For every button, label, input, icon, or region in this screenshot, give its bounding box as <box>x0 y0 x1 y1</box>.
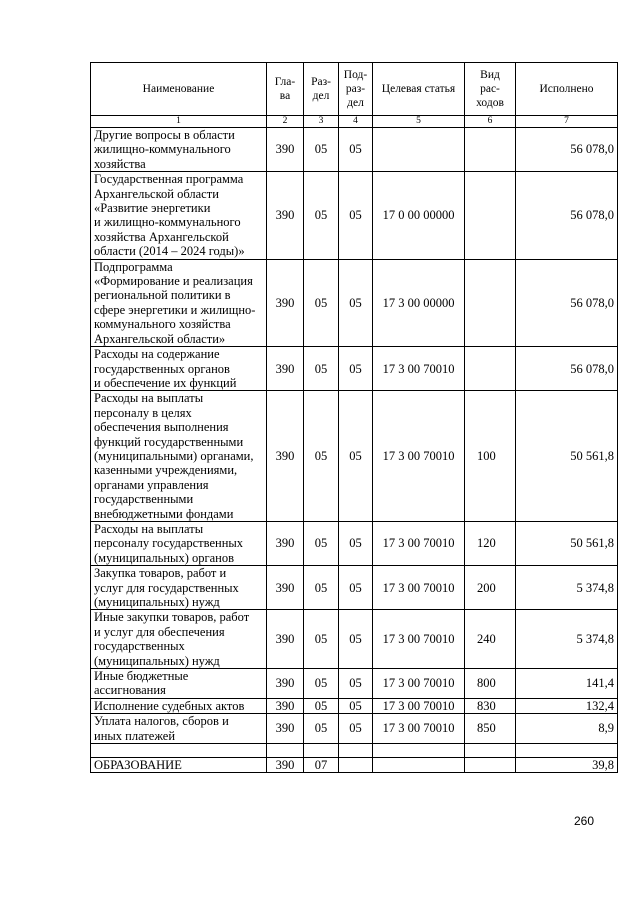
row-name: Уплата налогов, сборов и иных платежей <box>91 714 267 744</box>
row-target: 17 3 00 70010 <box>373 566 465 610</box>
row-subsection: 05 <box>339 714 373 744</box>
row-expense-type <box>465 172 516 259</box>
row-amount: 50 561,8 <box>516 391 618 522</box>
row-expense-type <box>465 347 516 391</box>
table-row <box>91 521 618 565</box>
page-number: 260 <box>574 814 595 828</box>
row-name: Другие вопросы в области жилищно-коммунального хозяйства <box>91 128 267 172</box>
row-amount: 50 561,8 <box>516 521 618 565</box>
row-chapter: 390 <box>267 172 304 259</box>
row-target: 17 3 00 70010 <box>373 698 465 713</box>
column-number-row <box>91 116 618 128</box>
table-row <box>91 610 618 669</box>
row-target: 17 3 00 70010 <box>373 714 465 744</box>
row-target: 17 3 00 70010 <box>373 610 465 669</box>
row-chapter: 390 <box>267 259 304 346</box>
row-amount: 5 374,8 <box>516 566 618 610</box>
row-amount: 132,4 <box>516 698 618 713</box>
row-name: Иные закупки товаров, работ и услуг для обеспечения государственных (муниципальных) нужд <box>91 610 267 669</box>
row-expense-type: 850 <box>465 714 516 744</box>
row-name: Государственная программа Архангельской области «Развитие энергетики и жилищно-коммунального хозяйства Архангельской области (2014 – 2024 годы)» <box>91 172 267 259</box>
row-expense-type: 120 <box>465 521 516 565</box>
row-section: 05 <box>304 698 339 713</box>
row-section: 05 <box>304 610 339 669</box>
row-chapter: 390 <box>267 347 304 391</box>
table-row <box>91 391 618 522</box>
row-section: 05 <box>304 669 339 699</box>
row-name: Исполнение судебных актов <box>91 698 267 713</box>
column-number: 2 <box>267 116 304 128</box>
row-subsection: 05 <box>339 391 373 522</box>
row-expense-type <box>465 259 516 346</box>
row-subsection: 05 <box>339 521 373 565</box>
column-number: 6 <box>465 116 516 128</box>
row-chapter: 390 <box>267 714 304 744</box>
row-chapter: 390 <box>267 566 304 610</box>
table-row <box>91 758 618 773</box>
column-number: 1 <box>91 116 267 128</box>
row-chapter: 390 <box>267 521 304 565</box>
row-amount: 56 078,0 <box>516 259 618 346</box>
row-name <box>91 744 267 758</box>
table-row <box>91 128 618 172</box>
row-expense-type: 240 <box>465 610 516 669</box>
row-chapter: 390 <box>267 758 304 773</box>
row-section: 05 <box>304 259 339 346</box>
row-subsection <box>339 758 373 773</box>
row-name: Расходы на выплаты персоналу государственных (муниципальных) органов <box>91 521 267 565</box>
row-chapter <box>267 744 304 758</box>
row-target: 17 3 00 70010 <box>373 347 465 391</box>
table-row <box>91 172 618 259</box>
column-number: 5 <box>373 116 465 128</box>
row-amount: 5 374,8 <box>516 610 618 669</box>
row-section: 05 <box>304 566 339 610</box>
row-subsection <box>339 744 373 758</box>
row-name: Расходы на содержание государственных органов и обеспечение их функций <box>91 347 267 391</box>
header-executed: Исполнено <box>516 63 618 116</box>
row-target <box>373 128 465 172</box>
row-chapter: 390 <box>267 669 304 699</box>
budget-table <box>90 62 618 773</box>
row-name: Закупка товаров, работ и услуг для государственных (муниципальных) нужд <box>91 566 267 610</box>
row-subsection: 05 <box>339 128 373 172</box>
table-row <box>91 669 618 699</box>
header-subsection: Под- раз- дел <box>339 63 373 116</box>
row-expense-type <box>465 128 516 172</box>
column-number: 3 <box>304 116 339 128</box>
row-section: 05 <box>304 714 339 744</box>
header-target: Целевая статья <box>373 63 465 116</box>
row-target: 17 0 00 00000 <box>373 172 465 259</box>
row-section: 05 <box>304 347 339 391</box>
row-expense-type <box>465 744 516 758</box>
row-target: 17 3 00 70010 <box>373 391 465 522</box>
row-section: 05 <box>304 128 339 172</box>
row-section <box>304 744 339 758</box>
row-name: Иные бюджетные ассигнования <box>91 669 267 699</box>
row-subsection: 05 <box>339 259 373 346</box>
table-row <box>91 744 618 758</box>
table-row <box>91 714 618 744</box>
row-name: Подпрограмма «Формирование и реализация региональной политики в сфере энергетики и жилищно- коммунального хозяйства Архангельской области» <box>91 259 267 346</box>
row-amount <box>516 744 618 758</box>
row-subsection: 05 <box>339 172 373 259</box>
row-expense-type: 100 <box>465 391 516 522</box>
row-amount: 56 078,0 <box>516 347 618 391</box>
column-number: 7 <box>516 116 618 128</box>
row-section: 05 <box>304 391 339 522</box>
row-expense-type <box>465 758 516 773</box>
row-target <box>373 758 465 773</box>
row-section: 05 <box>304 521 339 565</box>
row-subsection: 05 <box>339 610 373 669</box>
row-section: 05 <box>304 172 339 259</box>
column-number: 4 <box>339 116 373 128</box>
row-chapter: 390 <box>267 610 304 669</box>
row-expense-type: 200 <box>465 566 516 610</box>
row-expense-type: 800 <box>465 669 516 699</box>
row-target: 17 3 00 70010 <box>373 669 465 699</box>
row-section: 07 <box>304 758 339 773</box>
table-body <box>91 128 618 773</box>
row-target: 17 3 00 70010 <box>373 521 465 565</box>
row-chapter: 390 <box>267 128 304 172</box>
header-name: Наименование <box>91 63 267 116</box>
row-subsection: 05 <box>339 698 373 713</box>
row-name: ОБРАЗОВАНИЕ <box>91 758 267 773</box>
row-amount: 8,9 <box>516 714 618 744</box>
table-row <box>91 347 618 391</box>
row-subsection: 05 <box>339 669 373 699</box>
table-row <box>91 259 618 346</box>
row-expense-type: 830 <box>465 698 516 713</box>
header-row <box>91 63 618 116</box>
header-chapter: Гла- ва <box>267 63 304 116</box>
table-row <box>91 566 618 610</box>
row-name: Расходы на выплаты персоналу в целях обеспечения выполнения функций государственными (муниципальными) органами, казенными учреждениями, органами управления государственными внебюджетными фондами <box>91 391 267 522</box>
row-chapter: 390 <box>267 698 304 713</box>
row-amount: 39,8 <box>516 758 618 773</box>
row-subsection: 05 <box>339 566 373 610</box>
row-target <box>373 744 465 758</box>
header-section: Раз- дел <box>304 63 339 116</box>
row-target: 17 3 00 00000 <box>373 259 465 346</box>
row-chapter: 390 <box>267 391 304 522</box>
row-amount: 56 078,0 <box>516 172 618 259</box>
row-subsection: 05 <box>339 347 373 391</box>
table-row <box>91 698 618 713</box>
header-expense-type: Вид рас- ходов <box>465 63 516 116</box>
row-amount: 56 078,0 <box>516 128 618 172</box>
row-amount: 141,4 <box>516 669 618 699</box>
